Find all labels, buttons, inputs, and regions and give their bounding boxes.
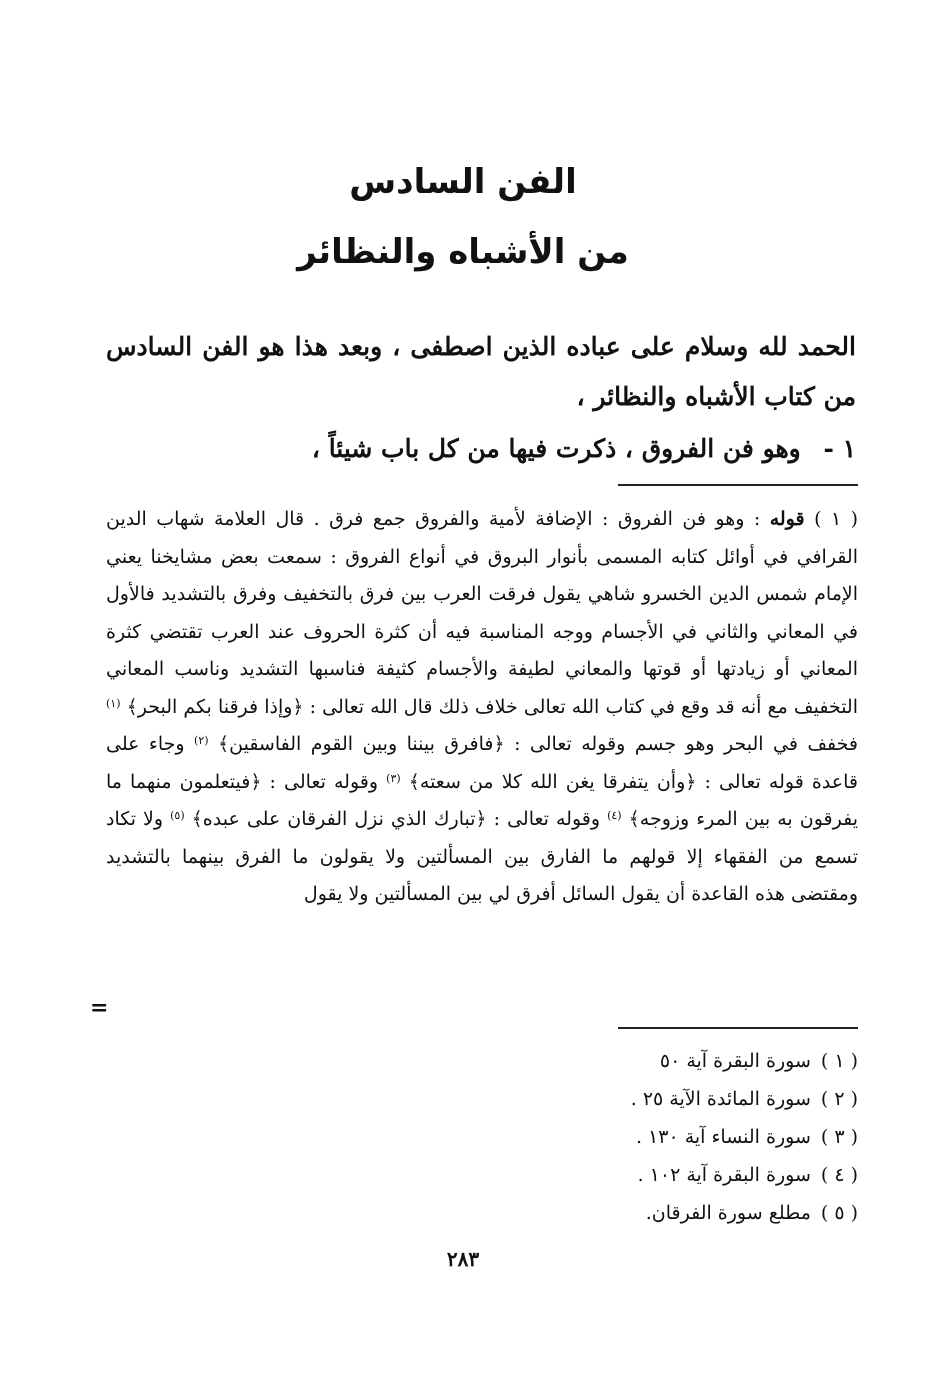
intro-paragraph: الحمد لله وسلام على عباده الذين اصطفى ، وبعد هذا هو الفن السادس من كتاب الأشباه والنظائر ، bbox=[106, 332, 856, 411]
main-text bbox=[106, 322, 856, 474]
commentary-text: وقوله تعالى : ﴿فيتعلمون منهما ما يفرقون به بين المرء وزوجه﴾ bbox=[106, 770, 858, 830]
footnote-number: ( ٢ ) bbox=[820, 1088, 858, 1110]
page-number: ٢٨٣ bbox=[446, 1247, 480, 1271]
chapter-subtitle: من الأشباه والنظائر bbox=[297, 232, 629, 272]
footnote-text: سورة النساء آية ١٣٠ . bbox=[635, 1126, 811, 1148]
footnote-text: سورة البقرة آية ١٠٢ . bbox=[637, 1164, 811, 1186]
footnote-number: ( ١ ) bbox=[820, 1050, 858, 1072]
footnote-ref: (٤) bbox=[607, 809, 622, 822]
commentary-text: فخفف في البحر وهو جسم وقوله تعالى : ﴿فافرق بيننا وبين القوم الفاسقين﴾ bbox=[217, 733, 858, 755]
footnote-number: ( ٥ ) bbox=[820, 1202, 858, 1224]
commentary-keyword: قوله bbox=[769, 508, 805, 530]
commentary-text: : وهو فن الفروق : الإضافة لأمية والفروق جمع فرق . قال العلامة شهاب الدين القرافي في أوائل كتابه المسمى بأنوار البروق في أنواع الفروق : سمعت بعض مشايخنا يعني الإمام شمس الدين الخسرو شاهي يقول فرقت العرب بين فرق بالتخفيف وفرق بالتشديد فالأول في المعاني والثاني في الأجسام ووجه المناسبة فيه أن كثرة الحروف عند العرب تقتضي كثرة المعاني أو زيادتها أو قوتها والمعاني لطيفة والأجسام كثيفة فناسبها التشديد وناسب المعاني التخفيف مع أنه قد وقع في كتاب الله تعالى خلاف ذلك قال الله تعالى : ﴿وإذا فرقنا بكم البحر﴾ bbox=[106, 508, 858, 718]
item-text: وهو فن الفروق ، ذكرت فيها من كل باب شيئاً ، bbox=[311, 434, 801, 463]
footnotes-list bbox=[458, 1042, 858, 1232]
footnote-text: مطلع سورة الفرقان. bbox=[645, 1202, 811, 1224]
commentary-text: وقوله تعالى : ﴿تبارك الذي نزل الفرقان على عبده﴾ bbox=[191, 808, 601, 830]
footnote-ref: (٣) bbox=[386, 771, 401, 785]
commentary-divider bbox=[618, 484, 858, 486]
footnote-text: سورة المائدة الآية ٢٥ . bbox=[630, 1088, 811, 1110]
footnote-item bbox=[458, 1080, 858, 1118]
commentary-block bbox=[106, 501, 858, 914]
footnote-ref: (٥) bbox=[170, 809, 185, 822]
item-number: ١ - bbox=[823, 434, 856, 463]
commentary-text: ولا تكاد تسمع من الفقهاء إلا قولهم ما الفارق بين المسألتين ولا يقولون ما الفرق بينهما بالتشديد ومقتضى هذه القاعدة أن يقول السائل أفرق لي بين المسألتين ولا يقول bbox=[106, 808, 858, 905]
footnote-text: سورة البقرة آية ٥٠ bbox=[659, 1050, 811, 1072]
commentary-number: ( ١ ) bbox=[814, 508, 859, 530]
numbered-item bbox=[106, 424, 856, 474]
footnote-item bbox=[458, 1194, 858, 1232]
footnote-item bbox=[458, 1118, 858, 1156]
footnote-number: ( ٣ ) bbox=[820, 1126, 858, 1148]
footnote-ref: (١) bbox=[106, 696, 121, 710]
footnote-number: ( ٤ ) bbox=[820, 1164, 858, 1186]
footnote-ref: (٢) bbox=[194, 734, 209, 747]
continuation-mark: = bbox=[90, 995, 109, 1021]
footnote-item bbox=[458, 1042, 858, 1080]
footnote-item bbox=[458, 1156, 858, 1194]
footnotes-divider bbox=[618, 1027, 858, 1029]
chapter-title: الفن السادس bbox=[349, 162, 577, 202]
commentary-text: وجاء على قاعدة قوله تعالى : ﴿وأن يتفرقا يغن الله كلا من سعته﴾ bbox=[106, 733, 859, 793]
